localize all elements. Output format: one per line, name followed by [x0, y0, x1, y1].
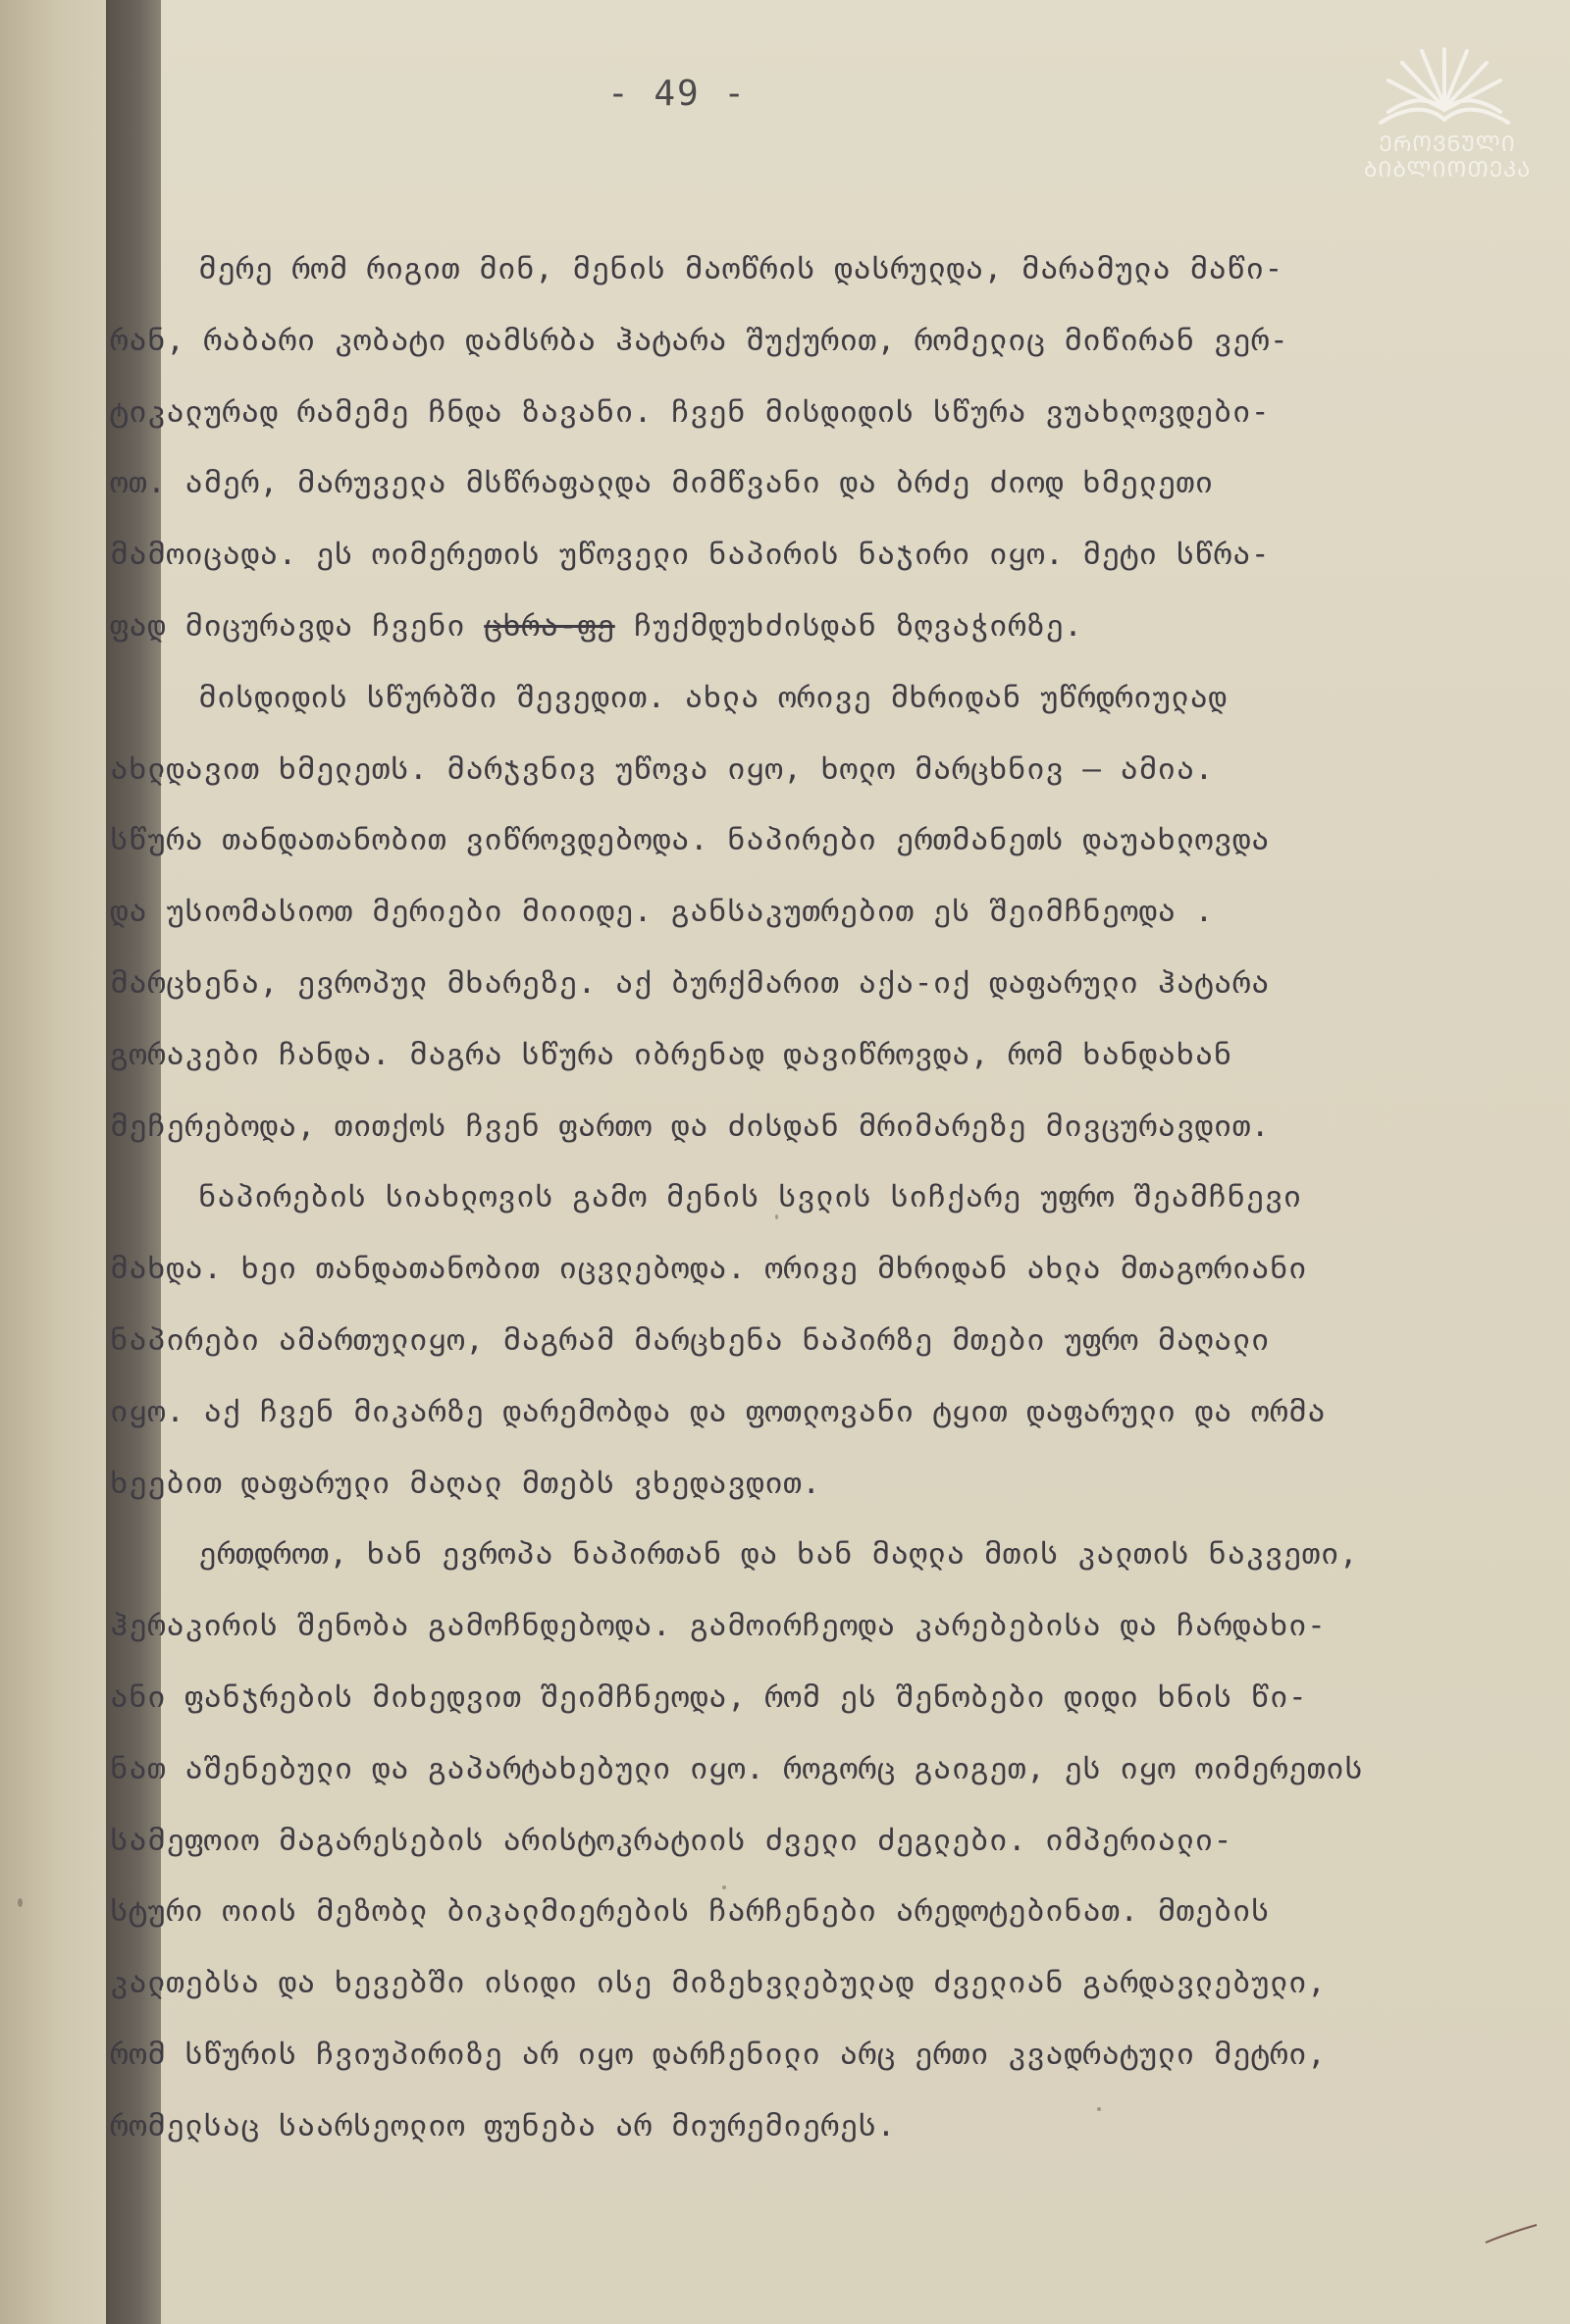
- text-line: გორაკები ჩანდა. მაგრა სწურა იბრენად დავიწროვდა, რომ ხანდახან: [110, 1036, 1232, 1072]
- text-line: რომ სწურის ჩვიუპირიზე არ იყო დარჩენილი არც ერთი კვადრატული მეტრი,: [110, 2036, 1327, 2072]
- text-line: მერე რომ რიგით მინ, მენის მაოწრის დასრულდა, მარამულა მაწი-: [198, 251, 1283, 286]
- text-line: მახდა. ხეი თანდათანობით იცვლებოდა. ორივე მხრიდან ახლა მთაგორიანი: [110, 1251, 1308, 1287]
- text-line-part: [110, 608, 1082, 644]
- archive-logo: [1349, 29, 1545, 186]
- text-line: იყო. აქ ჩვენ მიკარზე დარემობდა და ფოთლოვანი ტყით დაფარული და ორმა: [110, 1393, 1327, 1429]
- pen-mark: [1482, 2219, 1541, 2248]
- paper-speck: [18, 1898, 23, 1907]
- text-line: სწურა თანდათანობით ვიწროვდებოდა. ნაპირები ერთმანეთს დაუახლოვდა: [110, 822, 1270, 858]
- text-line: მეჩერებოდა, თითქოს ჩვენ ფართო და ძისდან მრიმარეზე მივცურავდით.: [110, 1108, 1270, 1144]
- text-line: კალთებსა და ხევებში ისიდი ისე მიზეხვლებულად ძველიან გარდავლებული,: [110, 1965, 1327, 2001]
- text-line: ერთდროთ, ხან ევროპა ნაპირთან და ხან მაღლა მთის კალთის ნაკვეთი,: [198, 1536, 1358, 1573]
- text-line: ნათ აშენებული და გაპარტახებული იყო. როგორც გაიგეთ, ეს იყო ოიმერეთის: [110, 1750, 1364, 1786]
- text-line: ოთ. ამერ, მარუველა მსწრაფალდა მიმწვანი და ბრძე ძიოდ ხმელეთი: [110, 465, 1214, 501]
- text-fragment: ფად მიცურავდა ჩვენი: [110, 607, 485, 644]
- text-line: ახლდავით ხმელეთს. მარჯვნივ უწოვა იყო, ხოლო მარცხნივ – ამია.: [110, 750, 1214, 787]
- paper-speck: [775, 1214, 778, 1219]
- text-line: ტიკალურად რამემე ჩნდა ზავანი. ჩვენ მისდიდის სწურა ვუახლოვდები-: [110, 393, 1270, 430]
- text-fragment: ჩუქმდუხძისდან ზღვაჭირზე.: [614, 607, 1083, 644]
- text-line: და უსიომასიოთ მერიები მიიიდე. განსაკუთრებით ეს შეიმჩნეოდა .: [110, 894, 1214, 930]
- text-line: ანი ფანჯრების მიხედვით შეიმჩნეოდა, რომ ეს შენობები დიდი ხნის წი-: [110, 1678, 1308, 1715]
- paper-speck: [1097, 2107, 1101, 2111]
- text-line: მამოიცადა. ეს ოიმერეთის უწოველი ნაპირის ნაჯირი იყო. მეტი სწრა-: [110, 537, 1270, 573]
- text-line: ხეებით დაფარული მაღალ მთებს ვხედავდით.: [110, 1465, 821, 1501]
- page-number: - 49 -: [606, 74, 748, 114]
- typed-text-body: [110, 233, 1523, 2162]
- text-line: ნაპირები ამართულიყო, მაგრამ მარცხენა ნაპირზე მთები უფრო მაღალი: [110, 1321, 1270, 1358]
- binding-edge: [0, 0, 106, 2324]
- text-line: მარცხენა, ევროპულ მხარეზე. აქ ბურქმარით აქა-იქ დაფარული ჰატარა: [110, 964, 1270, 1001]
- struck-word: ცხრა-ფე: [484, 607, 615, 644]
- archive-logo-line2: ᲑᲘᲑᲚᲘᲝᲗᲔᲙᲐ: [1363, 158, 1532, 182]
- text-line: მისდიდის სწურბში შევედით. ახლა ორივე მხრიდან უწრდრიულად: [198, 679, 1228, 715]
- text-line: სტური ოიის მეზობლ ბიკალმიერების ჩარჩენები არედოტებინათ. მთების: [110, 1893, 1270, 1930]
- text-line: რომელსაც საარსეოლიო ფუნება არ მიურემიერეს.: [110, 2107, 896, 2143]
- archive-logo-line1: ᲔᲠᲝᲕᲜᲣᲚᲘ: [1379, 132, 1516, 157]
- text-line: სამეფოიო მაგარესების არისტოკრატიის ძველი ძეგლები. იმპერიალი-: [110, 1822, 1232, 1858]
- text-line-with-strike: [110, 591, 1523, 662]
- book-icon: [1361, 29, 1528, 137]
- text-line: რან, რაბარი კობატი დამსრბა ჰატარა შუქურით, რომელიც მიწირან ვერ-: [110, 322, 1289, 358]
- text-line: ჰერაკირის შენობა გამოჩნდებოდა. გამოირჩეოდა კარებებისა და ჩარდახი-: [110, 1608, 1327, 1644]
- text-line: ნაპირების სიახლოვის გამო მენის სვლის სიჩქარე უფრო შეამჩნევი: [198, 1179, 1302, 1215]
- paper-speck: [722, 1885, 726, 1889]
